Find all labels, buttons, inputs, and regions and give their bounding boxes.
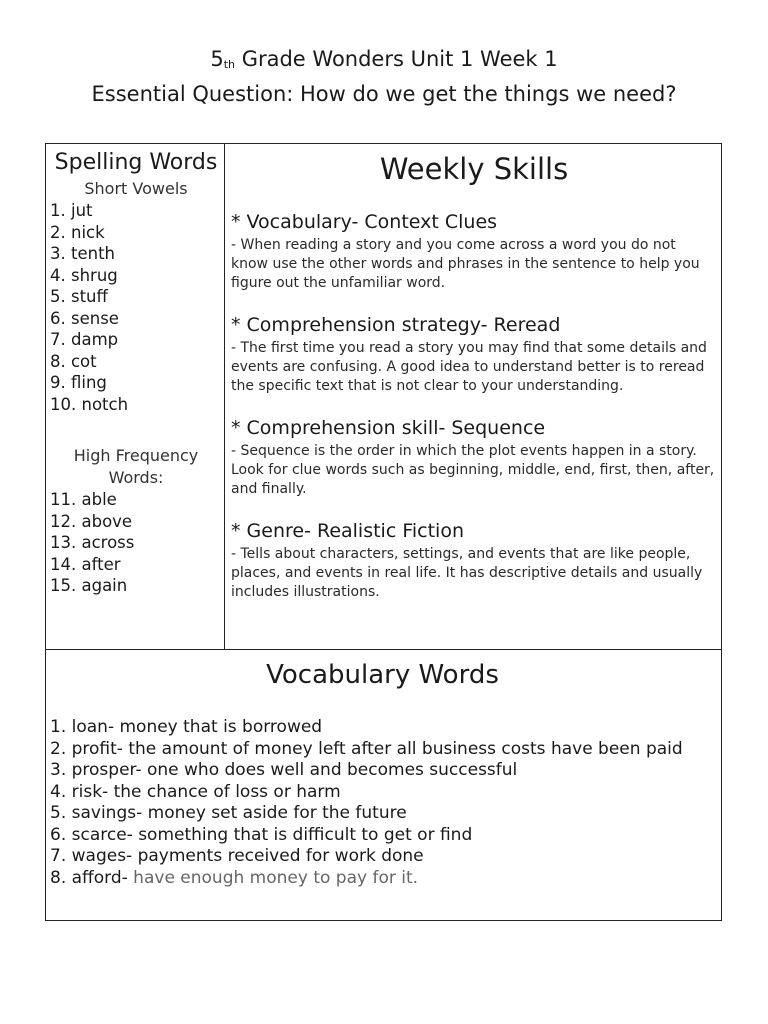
- page-header: [0, 44, 768, 110]
- header-title-rest: Grade Wonders Unit 1 Week 1: [235, 47, 558, 71]
- spelling-word: 7. damp: [50, 330, 119, 349]
- high-frequency-title-line1: High Frequency: [73, 446, 199, 465]
- vocabulary-list: [50, 717, 715, 889]
- spelling-word: 1. jut: [50, 201, 93, 220]
- skill-item: [231, 311, 717, 396]
- high-frequency-word: 12. above: [50, 511, 133, 531]
- high-frequency-word-list: [50, 489, 222, 597]
- spelling-word-list: [50, 200, 222, 415]
- skill-name: * Genre- Realistic Fiction: [231, 520, 464, 542]
- skill-name: * Comprehension skill- Sequence: [231, 417, 546, 439]
- vocabulary-panel: [50, 655, 715, 889]
- vocabulary-title: Vocabulary Words: [266, 660, 499, 690]
- spelling-word: 9. fling: [50, 373, 107, 392]
- row-divider: [45, 649, 722, 650]
- vocabulary-item: 7. wages- payments received for work done: [50, 846, 424, 866]
- vocabulary-definition: have enough money to pay for it.: [127, 867, 419, 888]
- vocabulary-item: 1. loan- money that is borrowed: [50, 717, 323, 737]
- essential-question: Essential Question: How do we get the things we need?: [91, 82, 677, 106]
- spelling-word: 8. cot: [50, 351, 97, 371]
- high-frequency-word: 14. after: [50, 554, 121, 574]
- spelling-word: 3. tenth: [50, 244, 115, 263]
- weekly-skills-title: Weekly Skills: [379, 152, 569, 186]
- grade-suffix: th: [223, 58, 236, 71]
- spelling-title: Spelling Words: [54, 150, 218, 175]
- high-frequency-word: 13. across: [50, 533, 135, 552]
- skill-name: * Comprehension strategy- Reread: [231, 314, 561, 336]
- high-frequency-word: 11. able: [50, 490, 117, 509]
- skill-description: - When reading a story and you come across a word you do not know use the other words and phrases in the sentence to help you figure out the unfamiliar word.: [231, 237, 700, 291]
- vocabulary-term: 8. afford-: [50, 867, 128, 888]
- high-frequency-word: 15. again: [50, 576, 128, 595]
- skill-description: - Tells about characters, settings, and events that are like people, places, and events in real life. It has descriptive details and usually includes illustrations.: [231, 546, 703, 600]
- spelling-word: 6. sense: [50, 308, 119, 328]
- header-title: [0, 44, 768, 78]
- column-divider: [224, 143, 225, 650]
- vocabulary-item: 4. risk- the chance of loss or harm: [50, 781, 341, 802]
- spelling-subtitle: Short Vowels: [84, 179, 188, 198]
- spelling-word: 10. notch: [50, 394, 129, 414]
- skill-description: - The first time you read a story you may find that some details and events are confusing. A good idea to understand better is to reread the specific text that is not clear to your understanding.: [231, 340, 707, 394]
- high-frequency-title-line2: Words:: [108, 468, 164, 487]
- vocabulary-item: 2. profit- the amount of money left after all business costs have been paid: [50, 738, 683, 759]
- spelling-word: 5. stuff: [50, 287, 108, 306]
- skill-item: [231, 517, 717, 602]
- vocabulary-item: 3. prosper- one who does well and becomes successful: [50, 760, 518, 780]
- vocabulary-item: [50, 868, 715, 890]
- high-frequency-title: [50, 445, 222, 489]
- skill-item: [231, 414, 717, 499]
- spelling-word: 4. shrug: [50, 265, 118, 285]
- skill-description: - Sequence is the order in which the plot events happen in a story. Look for clue words such as beginning, middle, end, first, then, after, and finally.: [231, 443, 715, 497]
- skill-name: * Vocabulary- Context Clues: [231, 211, 498, 233]
- vocabulary-item: 6. scarce- something that is difficult to get or find: [50, 824, 473, 845]
- grade-number: 5: [210, 47, 224, 71]
- skill-item: [231, 208, 717, 293]
- vocabulary-item: 5. savings- money set aside for the future: [50, 803, 407, 823]
- weekly-skills-panel: [231, 148, 717, 602]
- spelling-panel: [50, 148, 222, 597]
- spelling-word: 2. nick: [50, 222, 105, 242]
